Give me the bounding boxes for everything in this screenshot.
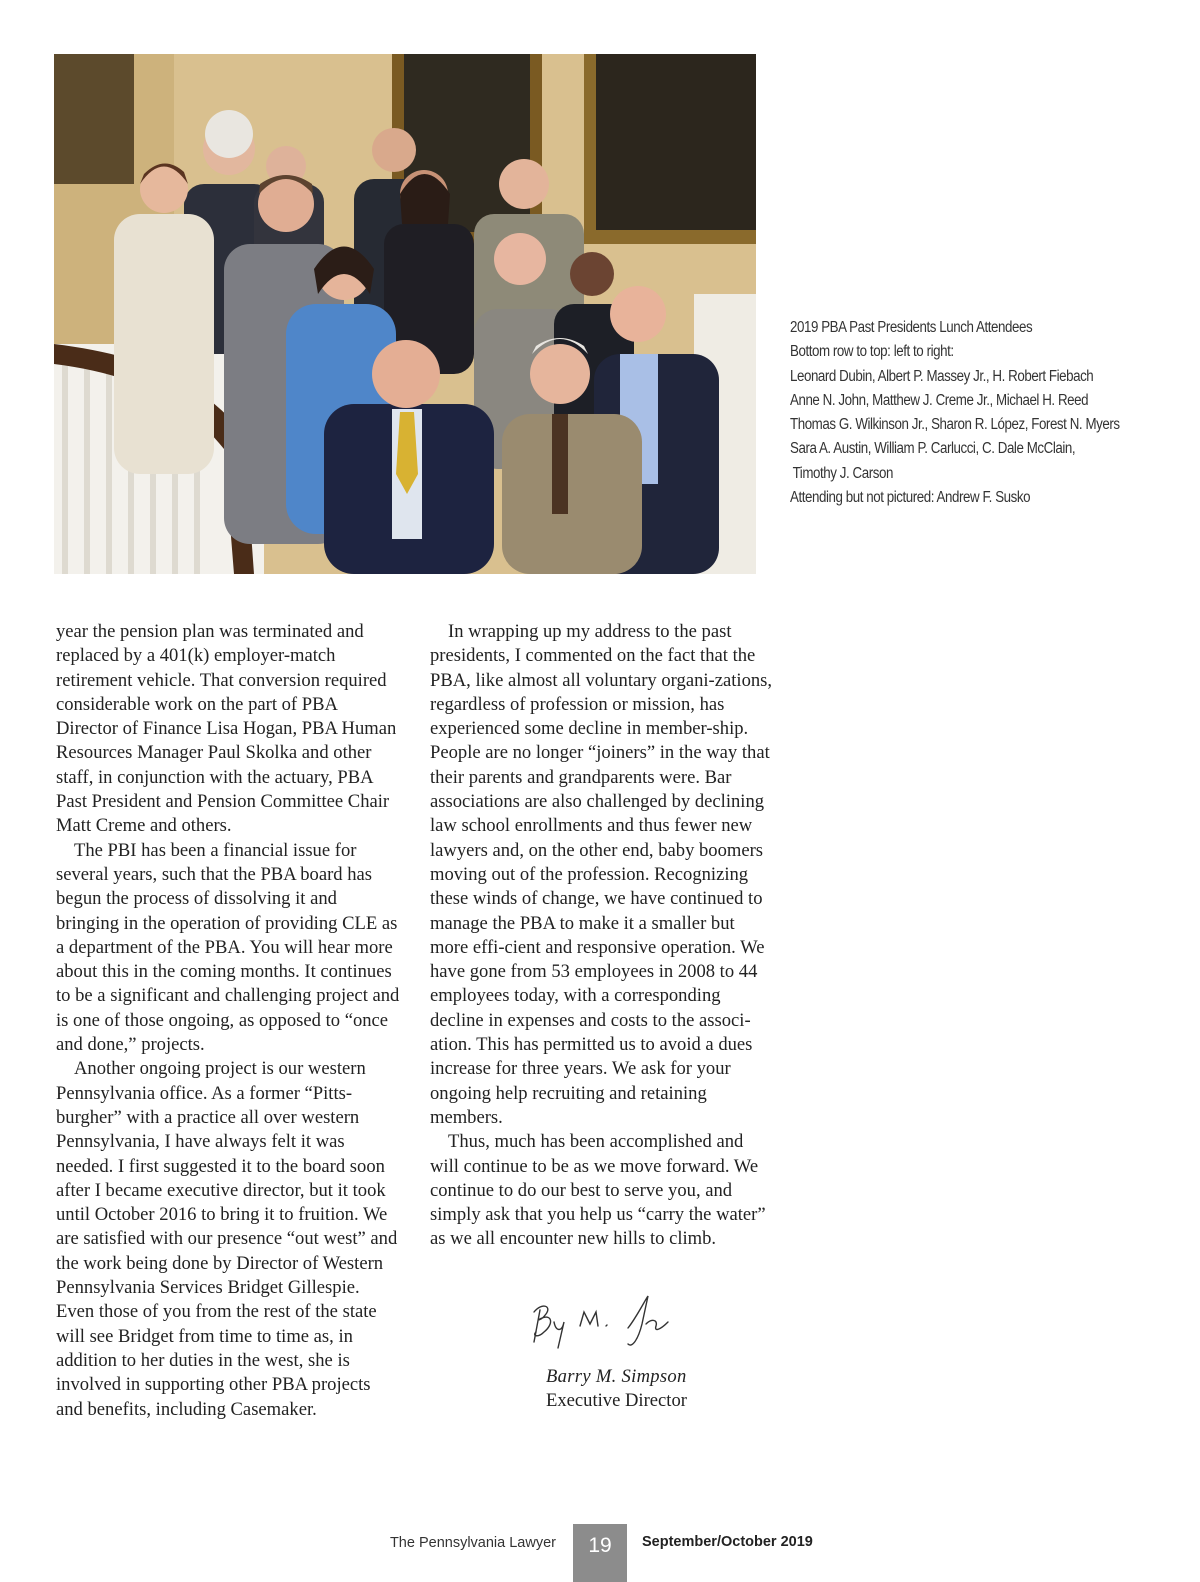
- caption-line-row-3: Thomas G. Wilkinson Jr., Sharon R. López, Forest N. Myers: [790, 416, 1120, 434]
- caption-line-row-4: Sara A. Austin, William P. Carlucci, C. Dale McClain,: [790, 440, 1076, 458]
- article-column-left: [56, 620, 401, 1422]
- caption-line-row-2: Anne N. John, Matthew J. Creme Jr., Michael H. Reed: [790, 391, 1089, 409]
- article-column-right: [430, 620, 775, 1252]
- group-photo-illustration: [54, 54, 756, 574]
- photo-caption: [790, 316, 1120, 510]
- caption-line-title: 2019 PBA Past Presidents Lunch Attendees: [790, 319, 1033, 336]
- footer-issue-date: September/October 2019: [642, 1534, 813, 1550]
- article-paragraph: The PBI has been a financial issue for several years, such that the PBA board has begun the process of dissolving it and bringing in the operation of providing CLE as a department of the PBA. You will hear more about this in the coming months. It continues to be a significant and challenging project and is one of those ongoing, as opposed to “once and done,” projects.: [56, 839, 400, 1056]
- group-photo: [54, 54, 756, 574]
- signoff-title: Executive Director: [546, 1390, 687, 1411]
- footer-page-number: 19: [573, 1524, 627, 1582]
- article-paragraph: year the pension plan was terminated and replaced by a 401(k) employer-match retirement vehicle. That conversion required considerable work on the part of PBA Director of Finance Lisa Hogan, PBA Human Resources Manager Paul Skolka and other staff, in conjunction with the actuary, PBA Past President and Pension Committee Chair Matt Creme and others.: [56, 621, 397, 837]
- handwritten-signature: [528, 1292, 678, 1354]
- article-paragraph: Thus, much has been accomplished and will continue to be as we move forward. We continue to do our best to serve you, and simply ask that you help us “carry the water” as we all encounter new hills to climb.: [430, 1131, 766, 1250]
- caption-line-not-pictured: Attending but not pictured: Andrew F. Susko: [790, 489, 1031, 507]
- footer-publication: The Pennsylvania Lawyer: [389, 1535, 556, 1551]
- signoff-name: Barry M. Simpson: [546, 1366, 687, 1387]
- caption-line-row-1: Leonard Dubin, Albert P. Massey Jr., H. Robert Fiebach: [790, 367, 1094, 385]
- article-paragraph: Another ongoing project is our western Pennsylvania office. As a former “Pitts-burgher” with a practice all over western Pennsylvania, I have always felt it was needed. I first suggested it to the board soon after I became executive director, but it took until October 2016 to bring it to fruition. We are satisfied with our presence “out west” and the work being done by Director of Western Pennsylvania Services Bridget Gillespie. Even those of you from the rest of the state will see Bridget from time to time as, in addition to her duties in the west, she is involved in supporting other PBA projects and benefits, including Casemaker.: [56, 1058, 398, 1420]
- caption-line-row-4-cont: Timothy J. Carson: [792, 464, 893, 482]
- article-paragraph: In wrapping up my address to the past presidents, I commented on the fact that the PBA, like almost all voluntary organi-zations, regardless of profession or mission, has experienced some decline in member-ship. People are no longer “joiners” in the way that their parents and grandparents were. Bar associations are also challenged by declining law school enrollments and thus fewer new lawyers and, on the other end, baby boomers moving out of the profession. Recognizing these winds of change, we have continued to manage the PBA to make it a smaller but more effi-cient and responsive operation. We have gone from 53 employees in 2008 to 44 employees today, with a corresponding decline in expenses and costs to the associ-ation. This has permitted us to avoid a dues increase for three years. We ask for your ongoing help recruiting and retaining members.: [430, 621, 773, 1128]
- caption-line-order: Bottom row to top: left to right:: [790, 343, 954, 361]
